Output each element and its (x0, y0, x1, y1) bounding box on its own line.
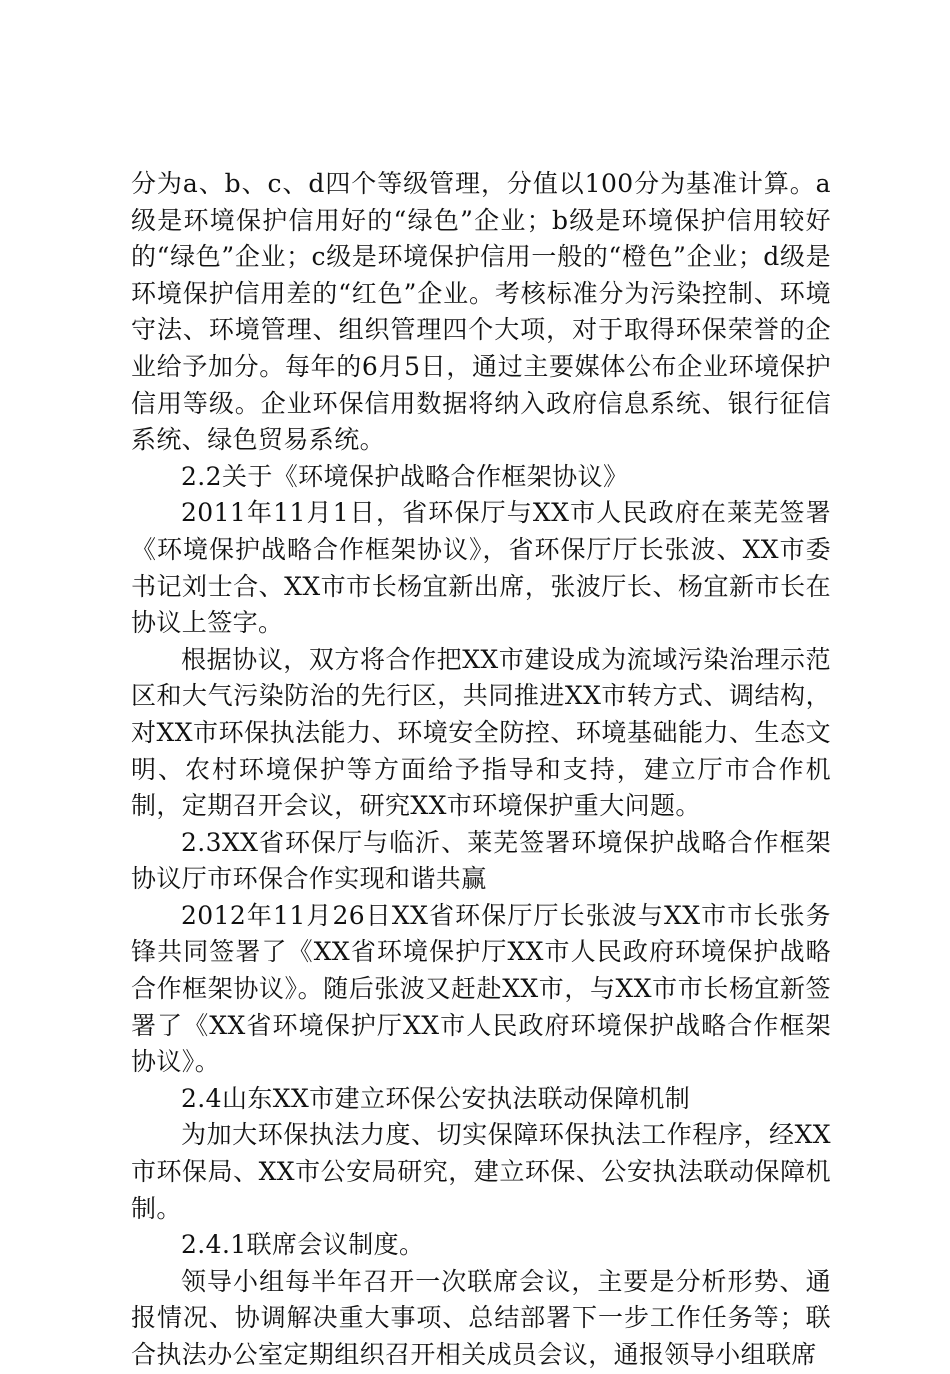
paragraph-agreement-content: 根据协议，双方将合作把XX市建设成为流域污染治理示范区和大气污染防治的先行区，共同推进XX市转方式、调结构，对XX市环保执法能力、环境安全防控、环境基础能力、生态文明、农村环境保护等方面给予指导和支持，建立厅市合作机制，定期召开会议，研究XX市环境保护重大问题。 (131, 644, 831, 821)
section-heading-2-4: 2.4山东XX市建立环保公安执法联动保障机制 (181, 1083, 691, 1113)
document-body (131, 166, 831, 1374)
section-heading-2-2: 2.2关于《环境保护战略合作框架协议》 (181, 461, 629, 491)
paragraph-credit-rating: 分为a、b、c、d四个等级管理，分值以100分为基准计算。a级是环境保护信用好的“绿色”企业；b级是环境保护信用较好的“绿色”企业；c级是环境保护信用一般的“橙色”企业；d级是环境保护信用差的“红色”企业。考核标准分为污染控制、环境守法、环境管理、组织管理四个大项，对于取得环保荣誉的企业给予加分。每年的6月5日，通过主要媒体公布企业环境保护信用等级。企业环保信用数据将纳入政府信息系统、银行征信系统、绿色贸易系统。 (131, 169, 831, 455)
paragraph-enforcement-mechanism: 为加大环保执法力度、切实保障环保执法工作程序，经XX市环保局、XX市公安局研究，建立环保、公安执法联动保障机制。 (131, 1120, 831, 1223)
section-heading-2-3: 2.3XX省环保厅与临沂、莱芜签署环境保护战略合作框架协议厅市环保合作实现和谐共赢 (131, 827, 831, 894)
paragraph-agreement-signing: 2011年11月1日，省环保厅与XX市人民政府在莱芜签署《环境保护战略合作框架协议》，省环保厅厅长张波、XX市委书记刘士合、XX市市长杨宜新出席，张波厅长、杨宜新市长在协议上签字。 (131, 498, 831, 638)
paragraph-cooperation-signing: 2012年11月26日XX省环保厅厅长张波与XX市市长张务锋共同签署了《XX省环境保护厅XX市人民政府环境保护战略合作框架协议》。随后张波又赶赴XX市，与XX市市长杨宜新签署了《XX省环境保护厅XX市人民政府环境保护战略合作框架协议》。 (131, 900, 831, 1077)
paragraph-joint-meeting: 领导小组每半年召开一次联席会议，主要是分析形势、通报情况、协调解决重大事项、总结部署下一步工作任务等；联合执法办公室定期组织召开相关成员会议，通报领导小组联席 (131, 1266, 831, 1369)
section-heading-2-4-1: 2.4.1联席会议制度。 (181, 1230, 425, 1260)
